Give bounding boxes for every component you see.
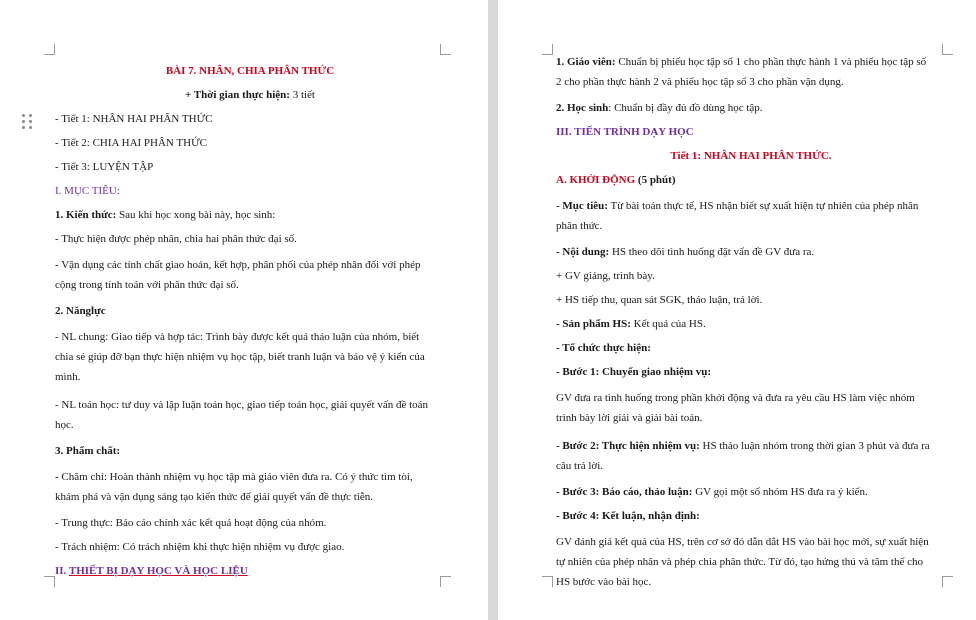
student-action-line: + HS tiếp thu, quan sát SGK, thảo luận, trả lời. xyxy=(556,294,763,306)
quality-heading: 3. Phẩm chất: xyxy=(55,445,121,457)
teacher-prep: 1. Giáo viên: Chuẩn bị phiếu học tập số 1 cho phần thực hành 1 và phiếu học tập số 2 cho phần thực hành 2 và phiếu học tập số 3 cho phần vận dụng. xyxy=(556,56,927,88)
margin-mark-bottom-left xyxy=(542,576,553,587)
student-prep: 2. Học sinh: Chuẩn bị đầy đủ đồ dùng học tập. xyxy=(556,102,763,114)
step-1-heading: - Bước 1: Chuyển giao nhiệm vụ: xyxy=(556,366,712,378)
product-line: - Sản phẩm HS: Kết quả của HS. xyxy=(556,318,706,330)
left-page-content xyxy=(55,63,445,587)
step-3-line: - Bước 3: Báo cáo, thảo luận: GV gọi một số nhóm HS đưa ra ý kiến. xyxy=(556,486,868,498)
knowledge-point-2: - Vận dụng các tính chất giao hoán, kết hợp, phân phối của phép nhân đối với phép cộng trong tính toán với phân thức đại số. xyxy=(55,259,421,291)
step-1-text: GV đưa ra tình huống trong phần khởi động và đưa ra yêu cầu HS làm việc nhóm trình bày lời giải và giải bài toán. xyxy=(556,392,915,424)
organization-heading: - Tổ chức thực hiện: xyxy=(556,342,651,354)
step-4-text: GV đánh giá kết quả của HS, trên cơ sở đó dẫn dắt HS vào bài học mới, sự xuất hiện tự nhiên của phép nhân và phép chia phân thức. Từ đó, tạo hứng thú và tâm thế cho HS bước vào bài học. xyxy=(556,536,929,588)
right-page-content xyxy=(556,52,946,600)
margin-mark-bottom-left xyxy=(44,576,55,587)
knowledge-point-1: - Thực hiện được phép nhân, chia hai phân thức đại số. xyxy=(55,233,297,245)
quality-point-1: - Chăm chỉ: Hoàn thành nhiệm vụ học tập mà giáo viên đưa ra. Có ý thức tìm tòi, khám phá và vận dụng sáng tạo kiến thức để giải quyết vấn đề thực tiễn. xyxy=(55,471,413,503)
lesson-item-3: - Tiết 3: LUYỆN TẬP xyxy=(55,161,154,173)
drag-handle-icon[interactable] xyxy=(22,114,34,130)
step-2-paragraph: - Bước 2: Thực hiện nhiệm vụ: HS thảo luận nhóm trong thời gian 3 phút và đưa ra câu trả lời. xyxy=(556,440,930,472)
ability-heading: 2. Nănglực xyxy=(55,305,106,317)
knowledge-line: 1. Kiến thức: Sau khi học xong bài này, học sinh: xyxy=(55,209,276,221)
margin-mark-top-left xyxy=(542,44,553,55)
time-line: + Thời gian thực hiện: 3 tiết xyxy=(184,89,315,101)
page-separator xyxy=(488,0,498,620)
section-equipment-heading: II. THIẾT BỊ DẠY HỌC VÀ HỌC LIỆU xyxy=(55,565,248,577)
ability-point-1: - NL chung: Giao tiếp và hợp tác: Trình bày được kết quả thảo luận của nhóm, biết chia sẻ giúp đỡ bạn thực hiện nhiệm vụ học tập, biết tranh luận và bảo vệ ý kiến của mình. xyxy=(55,331,425,383)
part-a-heading: A. KHỞI ĐỘNG (5 phút) xyxy=(556,174,676,186)
ability-point-2: - NL toán học: tư duy và lập luận toán học, giao tiếp toán học, giải quyết vấn đề toán học. xyxy=(55,399,429,431)
step-4-heading: - Bước 4: Kết luận, nhận định: xyxy=(556,510,700,522)
section-process-heading: III. TIẾN TRÌNH DẠY HỌC xyxy=(556,126,694,138)
lesson-item-1: - Tiết 1: NHÂN HAI PHÂN THỨC xyxy=(55,113,213,125)
teacher-action-line: + GV giảng, trình bày. xyxy=(556,270,655,282)
document-page-right xyxy=(498,0,976,620)
lesson-title: BÀI 7. NHÂN, CHIA PHÂN THỨC xyxy=(165,65,335,77)
margin-mark-top-right xyxy=(440,44,451,55)
quality-point-3: - Trách nhiệm: Có trách nhiệm khi thực hiện nhiệm vụ được giao. xyxy=(55,541,345,553)
margin-mark-top-left xyxy=(44,44,55,55)
content-line: - Nội dung: HS theo dõi tình huống đặt vấn đề GV đưa ra. xyxy=(556,246,815,258)
section-objectives-heading: I. MỤC TIÊU: xyxy=(55,185,120,197)
quality-point-2: - Trung thực: Báo cáo chính xác kết quả hoạt động của nhóm. xyxy=(55,517,327,529)
lesson-item-2: - Tiết 2: CHIA HAI PHÂN THỨC xyxy=(55,137,207,149)
lesson-1-title: Tiết 1: NHÂN HAI PHÂN THỨC. xyxy=(670,150,832,162)
goal-paragraph: - Mục tiêu: Từ bài toán thực tế, HS nhận biết sự xuất hiện tự nhiên của phép nhân phân thức. xyxy=(556,200,919,232)
